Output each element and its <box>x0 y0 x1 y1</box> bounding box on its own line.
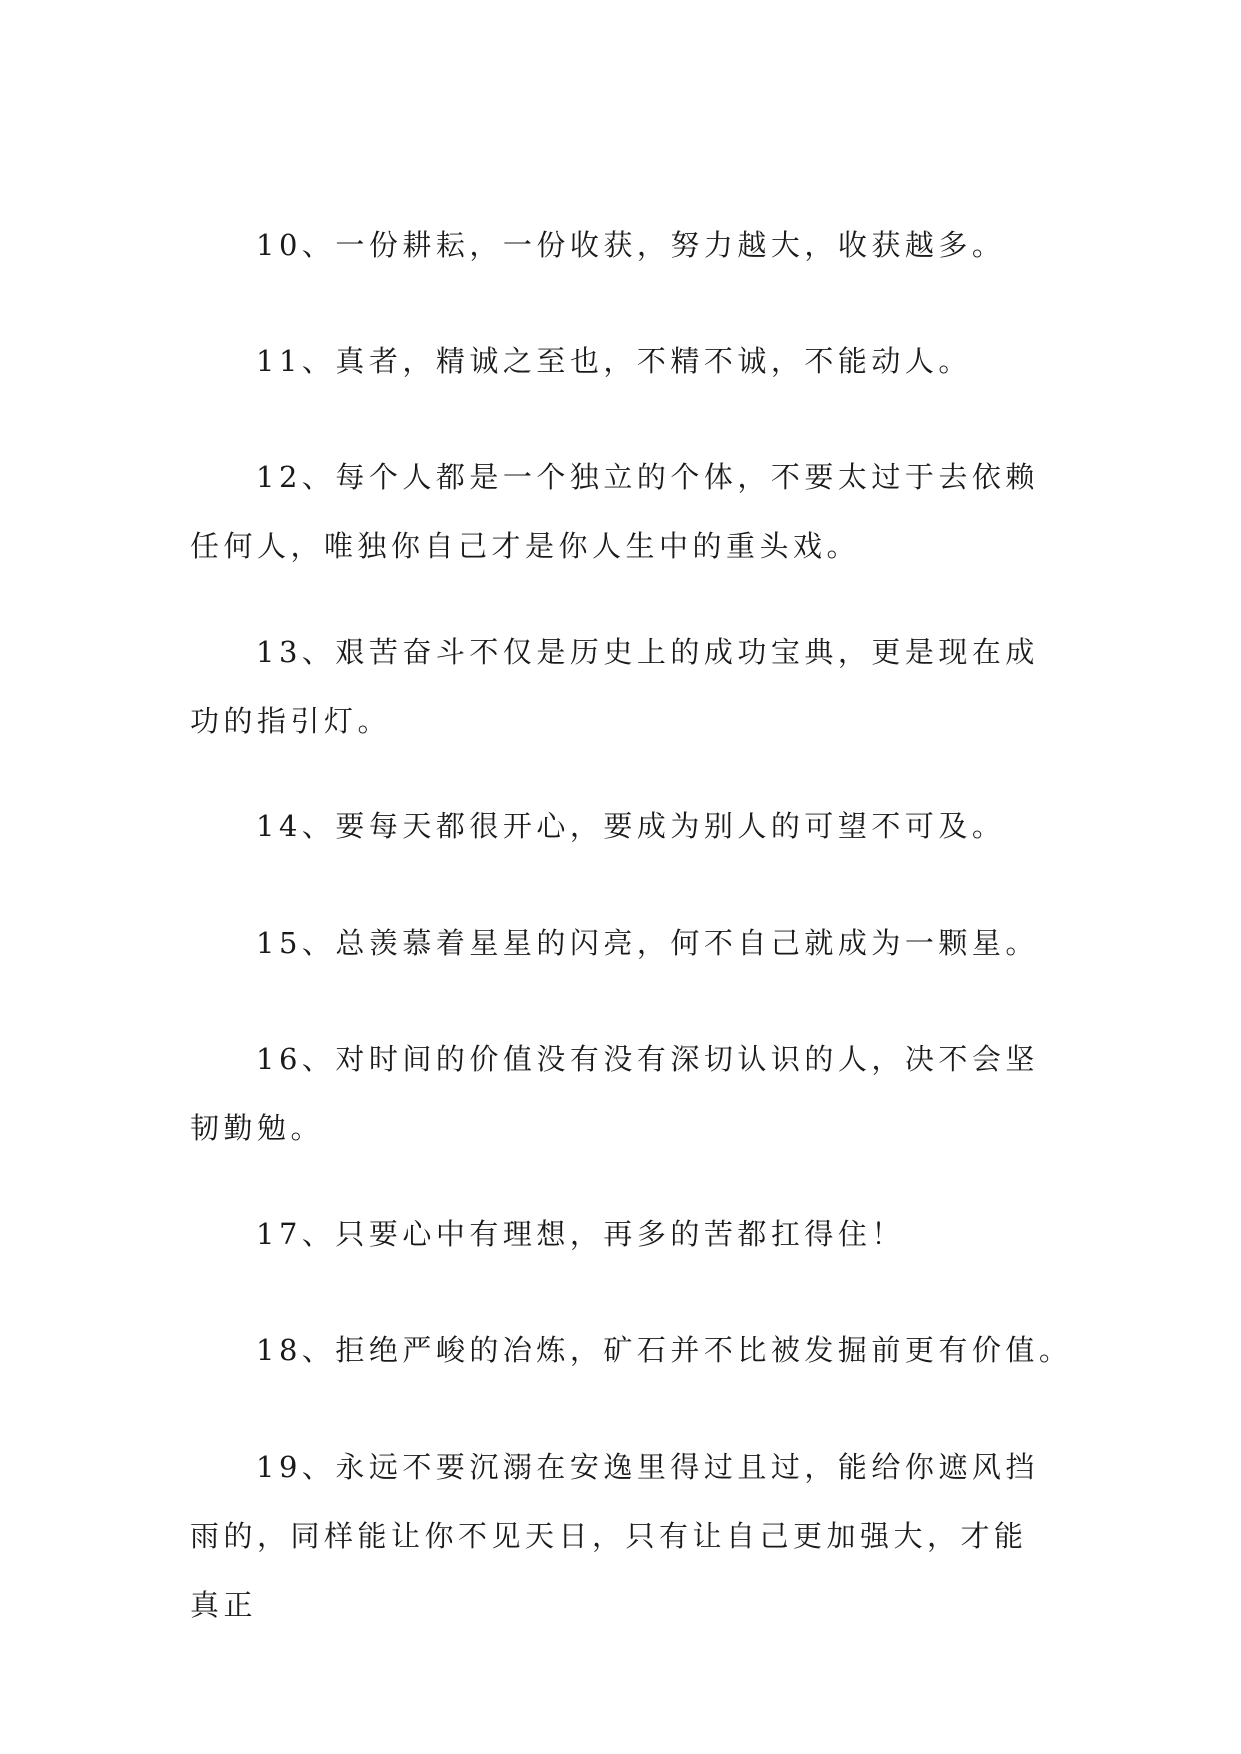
paragraph-17: 17、只要心中有理想，再多的苦都扛得住！ <box>256 1217 905 1251</box>
paragraph-15: 15、总羡慕着星星的闪亮，何不自己就成为一颗星。 <box>256 926 1039 960</box>
paragraph-19: 19、永远不要沉溺在安逸里得过且过，能给你遮风挡雨的，同样能让你不见天日，只有让自己更加强大，才能真正 <box>190 1450 1039 1622</box>
paragraph-10: 10、一份耕耘，一份收获，努力越大，收获越多。 <box>256 228 1006 262</box>
paragraph-18: 18、拒绝严峻的冶炼，矿石并不比被发掘前更有价值。 <box>256 1333 1073 1367</box>
paragraph-11: 11、真者，精诚之至也，不精不诚，不能动人。 <box>256 344 972 378</box>
paragraph-16: 16、对时间的价值没有没有深切认识的人，决不会坚韧勤勉。 <box>190 1042 1039 1145</box>
paragraph-14: 14、要每天都很开心，要成为别人的可望不可及。 <box>256 809 1006 843</box>
paragraph-13: 13、艰苦奋斗不仅是历史上的成功宝典，更是现在成功的指引灯。 <box>190 635 1039 738</box>
paragraph-12: 12、每个人都是一个独立的个体，不要太过于去依赖任何人，唯独你自己才是你人生中的重头戏。 <box>190 460 1039 563</box>
